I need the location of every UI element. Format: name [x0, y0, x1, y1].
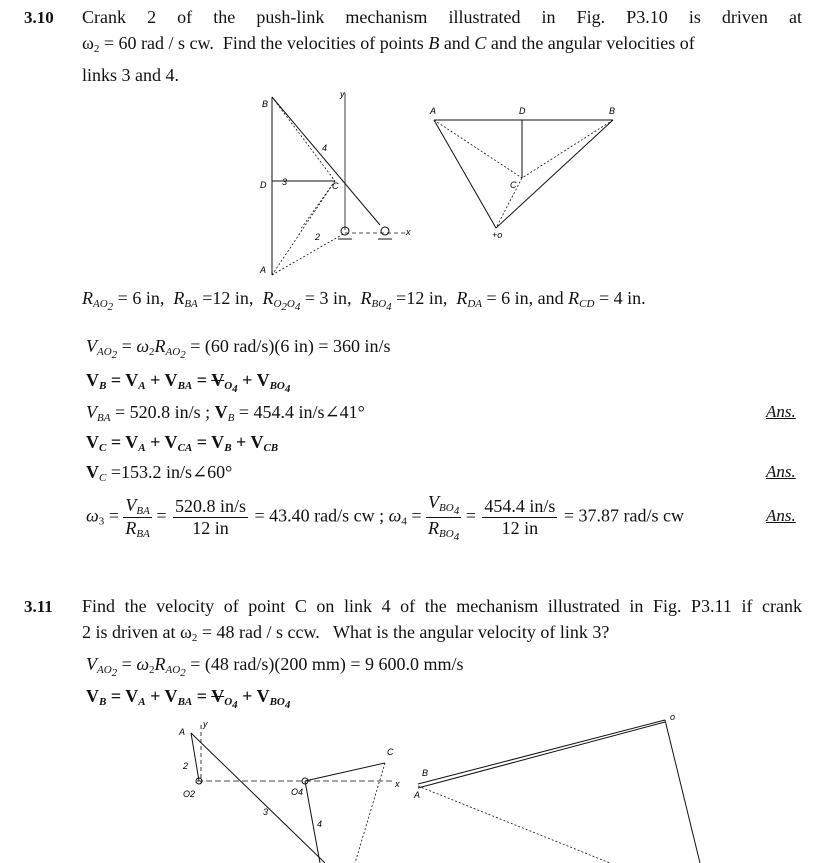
problem-311-line-1: Find the velocity of point C on link 4 of the mechanism illustrated in Fig. P3.11 if crank — [82, 596, 802, 616]
ans-label-2: Ans. — [766, 462, 796, 481]
fig3-label-A2: A — [414, 790, 421, 800]
eq-311-vb: $V_B = V_A + V_{BA} = V_{O_4} + V_{BO_4}$ — [86, 686, 291, 711]
figure-p311-left — [165, 715, 410, 863]
svg-text:+o: +o — [492, 230, 503, 240]
problem-310-line-3: links 3 and 4. — [82, 65, 179, 85]
fig1-label-y: y — [340, 89, 345, 99]
fig1-label-C: C — [332, 181, 339, 191]
fig1-label-2: 2 — [315, 232, 321, 242]
fig2-label-D: D — [519, 106, 526, 116]
eq-vc-result: $V_C =153.2$ in/s∠60° — [86, 462, 233, 484]
fig1-label-4: 4 — [322, 143, 328, 153]
eq-vba-result: $V_{BA} = 520.8$ in/s ; $V_B = 454.4$ in/s∠41° — [86, 402, 365, 424]
problem-number-310: 3.10 — [24, 8, 54, 27]
fig2-label-A: A — [430, 106, 437, 116]
eq-vao2: $V_{AO_2} = \omega_2R_{AO_2} = (60$ rad/s)(6 in) = 360 in/s — [86, 336, 391, 361]
fig1-label-D: D — [260, 180, 267, 190]
fig3-label-O4: O4 — [291, 787, 304, 797]
eq-vb: $V_B = V_A + V_{BA} = V_{O_4} + V_{BO_4}$ — [86, 370, 291, 395]
fig1-label-A: A — [260, 265, 267, 275]
fig1-label-B: B — [262, 99, 269, 109]
fig1-label-3: 3 — [282, 177, 288, 187]
eq-omega: $\omega_3$ = $\frac{V_{BA}}{R_{BA}}$ = $\frac{520.8 in/s}{12 in}$ = 43.40 rad/s cw ; $\omega_4$ = $\frac{V_{BO_4}}{R_{BO_4}}$ = $\frac{454.4 in/s}{12 in}$ = 37.87 rad/s cw — [86, 492, 684, 543]
fig3-label-C: C — [387, 747, 394, 757]
problem-number-311: 3.11 — [24, 597, 53, 616]
fig3-label-4: 4 — [317, 819, 323, 829]
dimensions-line: $R_{AO_2} = 6$ in, $R_{BA} =12$ in, $R_{O_2O_4} = 3$ in, $R_{BO_4} =12$ in, $R_{DA} = 6$ in, and $R_{CD} = 4$ in. — [82, 288, 646, 313]
fig2-label-B: B — [609, 106, 616, 116]
figure-p311-right — [410, 708, 710, 863]
eq-311-vao2: $V_{AO_2} = \omega_2R_{AO_2} = (48$ rad/s)(200 mm) = 9 600.0 mm/s — [86, 654, 464, 679]
fig3-label-O2: O2 — [183, 789, 196, 799]
ans-label-3: Ans. — [766, 506, 796, 525]
fig3-label-A: A — [179, 727, 186, 737]
eq-vc: $V_C = V_A + V_{CA} = V_B + V_{CB}$ — [86, 432, 279, 454]
problem-310-line-2: $\omega_2 = 60$ rad / s cw. Find the velocities of points B and C and the angular velocities of — [82, 33, 695, 55]
fig3-label-3: 3 — [263, 807, 269, 817]
figure-p310-left — [240, 85, 430, 280]
fig3-label-x: x — [395, 779, 400, 789]
fig3-label-y: y — [203, 719, 208, 729]
fig3-label-2: 2 — [183, 761, 189, 771]
figure-p310-right — [428, 100, 628, 245]
fig2-label-C: C — [510, 180, 517, 190]
problem-311-line-2: 2 is driven at $\omega_2 = 48$ rad / s ccw. What is the angular velocity of link 3? — [82, 622, 610, 644]
fig3-label-B: B — [422, 768, 429, 778]
problem-310-line-1: Crank 2 of the push-link mechanism illustrated in Fig. P3.10 is driven at — [82, 7, 802, 27]
ans-label-1: Ans. — [766, 402, 796, 421]
fig3-label-o: o — [670, 712, 676, 722]
fig1-label-x: x — [406, 227, 411, 237]
